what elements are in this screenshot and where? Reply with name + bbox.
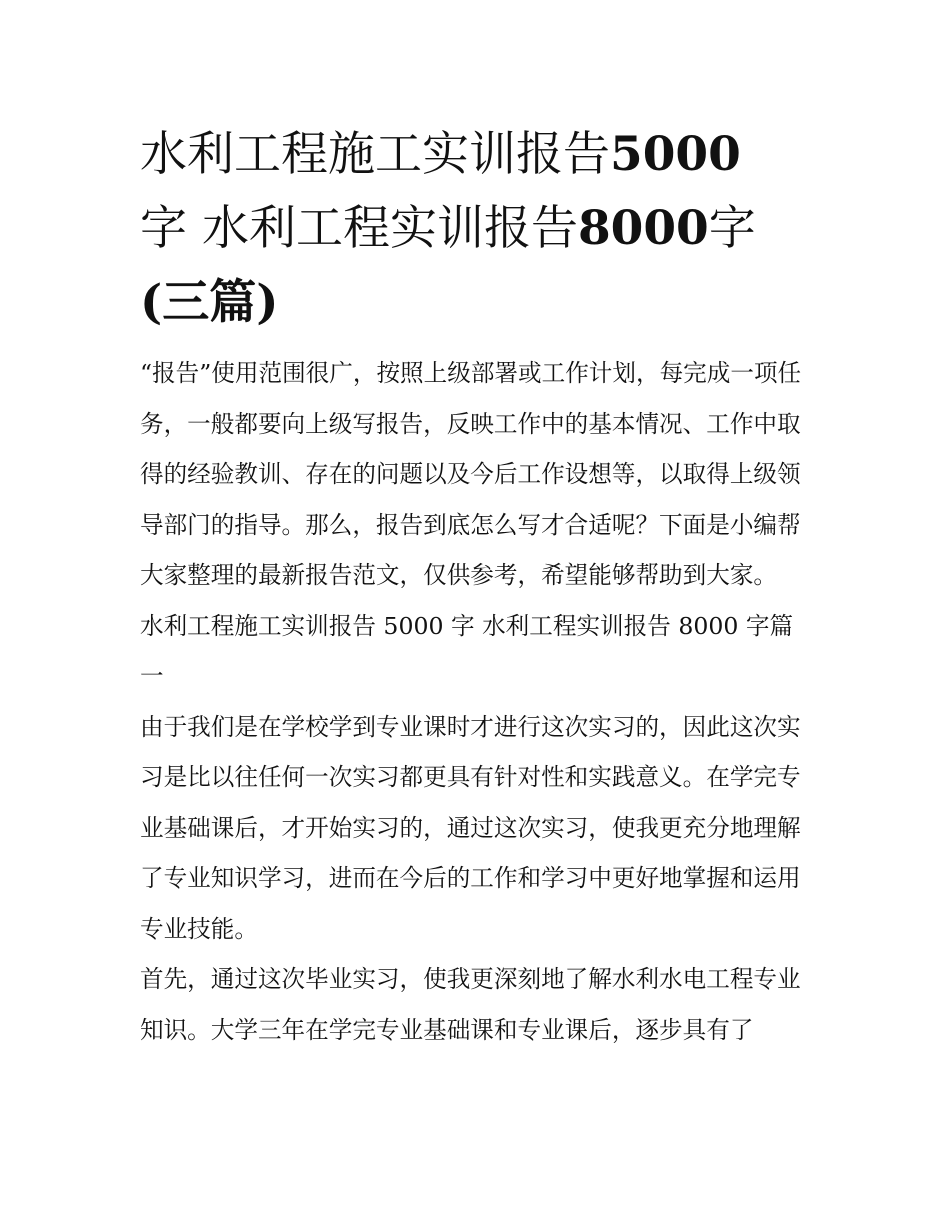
title-text-2: 字 水利工程实训报告 — [140, 201, 578, 256]
body-paragraph-1: 由于我们是在学校学到专业课时才进行这次实习的，因此这次实习是比以往任何一次实习都更具有针对性和实践意义。在学完专业基础课后，才开始实习的，通过这次实习，使我更充分地理解了专业知识学习，进而在今后的工作和学习中更好地掌握和运用专业技能。 — [140, 712, 801, 943]
section-heading: 水利工程施工实训报告 5000 字 水利工程实训报告 8000 字篇一 — [140, 611, 794, 690]
title-number-1: 5000 — [610, 127, 741, 182]
document-title — [140, 118, 812, 340]
title-text-4: (三篇) — [140, 275, 279, 330]
title-number-2: 8000 — [577, 201, 709, 256]
intro-paragraph: “报告”使用范围很广，按照上级部署或工作计划，每完成一项任务，一般都要向上级写报告，反映工作中的基本情况、工作中取得的经验教训、存在的问题以及今后工作设想等，以取得上级领导部门的指导。那么，报告到底怎么写才合适呢？下面是小编帮大家整理的最新报告范文，仅供参考，希望能够帮助到大家。 — [140, 359, 802, 589]
document-page — [140, 118, 812, 1055]
body-paragraph-2: 首先，通过这次毕业实习，使我更深刻地了解水利水电工程专业知识。大学三年在学完专业基础课和专业课后，逐步具有了 — [140, 965, 801, 1044]
title-text-3: 字 — [708, 201, 756, 256]
title-text-1: 水利工程施工实训报告 — [140, 127, 610, 182]
